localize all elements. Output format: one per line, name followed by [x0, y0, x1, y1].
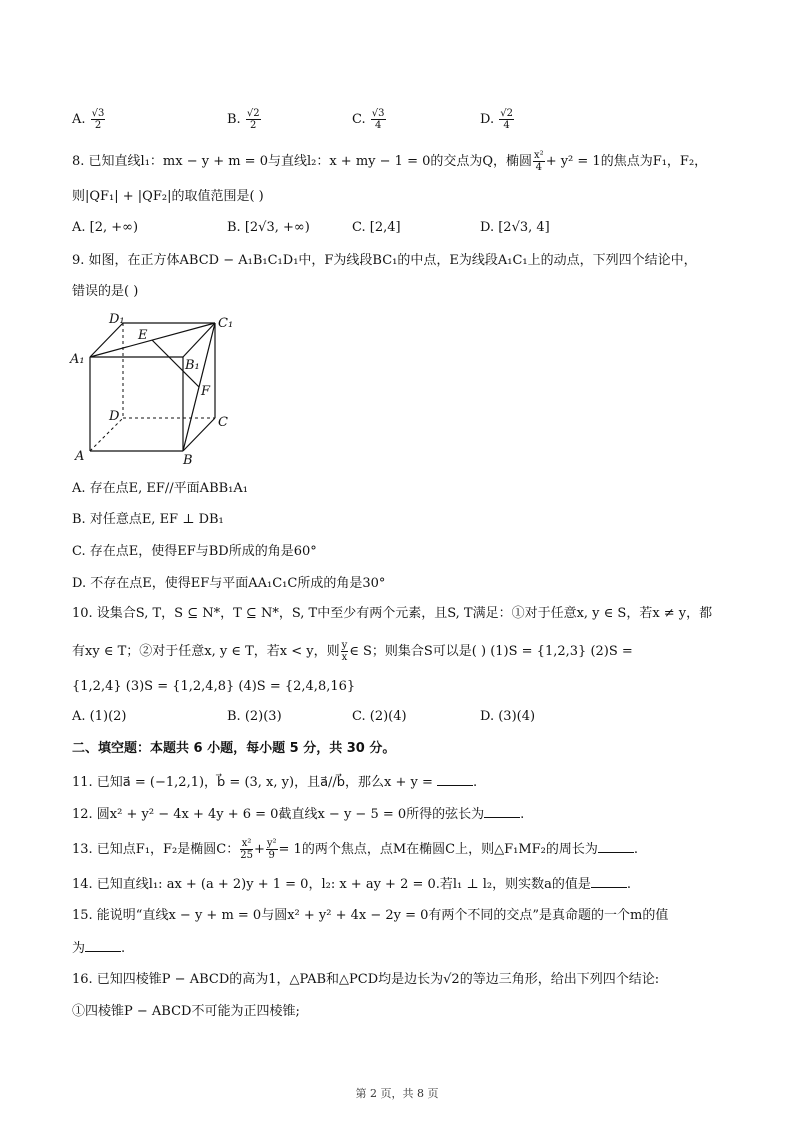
denominator: 2 [250, 120, 257, 131]
answer-blank [598, 840, 634, 853]
denominator: x [341, 652, 348, 663]
q10-option-c: C. (2)(4) [352, 709, 407, 724]
q9-option-b: B. 对任意点E, EF ⊥ DB₁ [72, 512, 224, 527]
option-label: B. [227, 112, 241, 127]
q9-option-d: D. 不存在点E，使得EF与平面AA₁C₁C所成的角是30° [72, 576, 386, 591]
denominator: 9 [268, 850, 275, 861]
q9-option-a: A. 存在点E, EF//平面ABB₁A₁ [72, 481, 248, 496]
option-label: C. [352, 112, 366, 127]
label-f: F [201, 384, 211, 399]
text: . [121, 941, 126, 956]
text: + [253, 842, 265, 857]
text: 13. 已知点F₁，F₂是椭圆C： [72, 842, 240, 857]
q10-option-b: B. (2)(3) [227, 709, 282, 724]
option-label: A. [72, 112, 86, 127]
edge-b-c [183, 418, 215, 451]
q10-line1: 10. 设集合S, T，S ⊆ N*，T ⊆ N*，S, T中至少有两个元素，且S, T满足：①对于任意x, y ∈ S，若x ≠ y，都 [72, 606, 713, 621]
numerator: y [341, 640, 348, 651]
text: . [520, 807, 525, 822]
option-label: D. [480, 112, 495, 127]
q12 [72, 805, 524, 824]
q7-option-d [480, 108, 515, 131]
label-b1: B₁ [185, 358, 200, 373]
q8-line1 [72, 150, 707, 173]
denominator: 2 [94, 120, 102, 131]
numerator: √3 [91, 108, 105, 119]
text: . [473, 775, 478, 790]
q16-line1: 16. 已知四棱锥P − ABCD的高为1，△PAB和△PCD均是边长为√2的等边三角形，给出下列四个结论: [72, 972, 660, 987]
q10-option-a: A. (1)(2) [72, 709, 127, 724]
text: . [633, 842, 638, 857]
label-a: A [75, 449, 85, 464]
q15-line2 [72, 939, 125, 958]
q9-line1: 9. 如图，在正方体ABCD − A₁B₁C₁D₁中，F为线段BC₁的中点，E为线段A₁C₁上的动点，下列四个结论中， [72, 253, 697, 268]
text: 11. 已知a⃗ = (−1,2,1)，b⃗ = (3, x, y)，且a⃗//b⃗，那么x + y = [72, 775, 438, 790]
q10-line3: {1,2,4} (3)S = {1,2,4,8} (4)S = {2,4,8,16} [72, 679, 356, 694]
q7-option-c [352, 108, 387, 131]
q14 [72, 875, 631, 894]
q7-option-a [72, 108, 106, 131]
q8-option-d: D. [2√3, 4] [480, 220, 550, 235]
numerator: x² [534, 150, 544, 161]
q11 [72, 773, 477, 792]
q8-option-a: A. [2, +∞) [72, 220, 139, 235]
answer-blank [85, 939, 121, 952]
numerator: √3 [371, 108, 385, 119]
label-a1: A₁ [70, 352, 85, 367]
label-b: B [183, 453, 193, 465]
label-c1: C₁ [218, 316, 234, 331]
denominator: 4 [535, 162, 543, 173]
fraction [266, 838, 278, 861]
q8-option-b: B. [2√3, +∞) [227, 220, 310, 235]
q8-line2: 则|QF₁| + |QF₂|的取值范围是( ) [72, 189, 264, 204]
numerator: x² [241, 838, 252, 849]
answer-blank [591, 875, 627, 888]
label-d1: D₁ [109, 312, 125, 327]
fraction [341, 640, 349, 663]
fraction [246, 108, 261, 131]
q8-option-c: C. [2,4] [352, 220, 401, 235]
text: 8. 已知直线l₁：mx − y + m = 0与直线l₂：x + my − 1 = 0的交点为Q，椭圆 [72, 154, 533, 169]
numerator: y² [266, 838, 277, 849]
section-heading: 二、填空题：本题共 6 小题，每小题 5 分，共 30 分。 [72, 741, 396, 756]
cube-figure [65, 305, 245, 465]
page-footer: 第 2 页，共 8 页 [355, 1087, 439, 1100]
answer-blank [437, 773, 473, 786]
denominator: 4 [503, 120, 510, 131]
text: ∈ S；则集合S可以是( ) (1)S = {1,2,3} (2)S = [349, 644, 633, 659]
q7-option-b [227, 108, 262, 131]
q13 [72, 838, 638, 861]
q9-option-c: C. 存在点E，使得EF与BD所成的角是60° [72, 544, 317, 559]
q16-line2: ①四棱锥P − ABCD不可能为正四棱锥; [72, 1004, 300, 1019]
q10-option-d: D. (3)(4) [480, 709, 536, 724]
label-d: D [109, 409, 120, 424]
fraction [240, 838, 253, 861]
fraction [91, 108, 106, 131]
text: + y² = 1的焦点为F₁，F₂， [545, 154, 708, 169]
denominator: 25 [240, 850, 253, 861]
answer-blank [484, 805, 520, 818]
text: 为 [72, 941, 86, 956]
numerator: √2 [246, 108, 260, 119]
fraction [371, 108, 386, 131]
q9-line2: 错误的是( ) [72, 284, 139, 299]
q10-line2 [72, 640, 633, 663]
fraction [533, 150, 545, 173]
label-e: E [138, 328, 148, 343]
q15-line1: 15. 能说明“直线x − y + m = 0与圆x² + y² + 4x − 2y = 0有两个不同的交点”是真命题的一个m的值 [72, 908, 669, 923]
fraction [499, 108, 514, 131]
text: 12. 圆x² + y² − 4x + 4y + 6 = 0截直线x − y − 5 = 0所得的弦长为 [72, 807, 485, 822]
text: 有xy ∈ T；②对于任意x, y ∈ T，若x < y，则 [72, 644, 340, 659]
label-c: C [218, 415, 228, 430]
numerator: √2 [500, 108, 513, 119]
denominator: 4 [374, 120, 382, 131]
text: 14. 已知直线l₁: ax + (a + 2)y + 1 = 0，l₂: x + ay + 2 = 0.若l₁ ⊥ l₂，则实数a的值是 [72, 877, 591, 892]
text: = 1的两个焦点，点M在椭圆C上，则△F₁MF₂的周长为 [278, 842, 598, 857]
text: . [626, 877, 632, 892]
